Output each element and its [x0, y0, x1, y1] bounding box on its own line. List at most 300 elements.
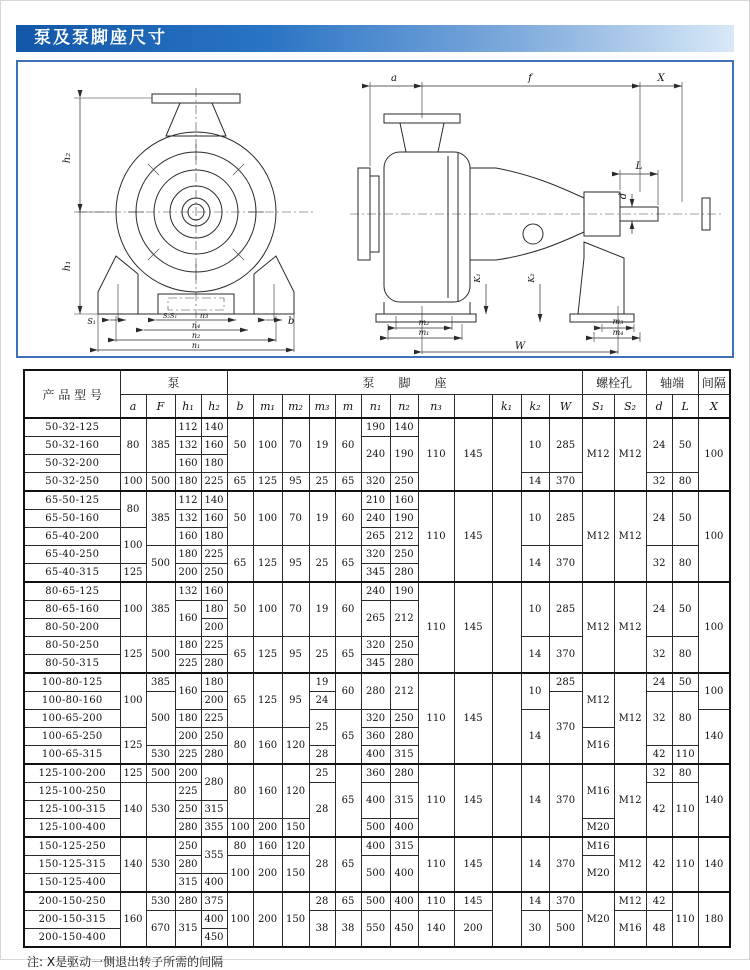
dim-cell: 100 — [698, 418, 730, 491]
dim-label-n3: n₃ — [199, 311, 209, 320]
dim-cell: M12 — [582, 582, 614, 673]
dim-cell: 80 — [672, 692, 698, 746]
dim-cell: 355 — [201, 819, 227, 838]
table-row — [24, 892, 730, 911]
dim-cell: 370 — [549, 637, 582, 674]
column-header: m₁ — [253, 395, 282, 419]
dim-cell — [492, 418, 521, 491]
dim-cell: 24 — [646, 418, 672, 473]
dim-cell: 42 — [646, 783, 672, 838]
dim-cell: 50 — [672, 582, 698, 637]
product-model-cell: 200-150-250 — [24, 892, 120, 911]
dim-cell: 530 — [146, 892, 175, 911]
dim-cell: 80 — [672, 546, 698, 583]
dim-cell: 80 — [672, 764, 698, 783]
dim-cell: 28 — [309, 783, 335, 838]
dim-cell: 65 — [227, 473, 253, 492]
dim-cell: 285 — [549, 491, 582, 546]
product-model-cell: 80-65-160 — [24, 601, 120, 619]
product-model-cell: 65-50-160 — [24, 510, 120, 528]
dim-label-d: d — [618, 192, 629, 200]
dim-cell: 360 — [361, 764, 390, 783]
dim-cell: 285 — [549, 673, 582, 692]
dim-cell: 400 — [390, 856, 418, 893]
dim-cell: 14 — [521, 637, 549, 674]
dim-label-n2: n₂ — [191, 331, 201, 340]
dim-label-x: X — [657, 73, 665, 84]
dim-cell: 125 — [253, 546, 282, 583]
dim-cell: 65 — [335, 546, 361, 583]
dim-label-m1: m₁ — [418, 328, 430, 337]
dim-cell: 500 — [549, 911, 582, 948]
dim-cell: 265 — [361, 528, 390, 546]
group-header: 螺栓孔 — [582, 370, 646, 395]
dim-cell: 500 — [146, 473, 175, 492]
dim-cell: 385 — [146, 582, 175, 637]
dimension-table — [23, 369, 731, 948]
dim-cell: 65 — [335, 473, 361, 492]
dim-cell: M12 — [582, 673, 614, 728]
product-model-cell: 200-150-315 — [24, 911, 120, 929]
dim-label-n4: n₄ — [191, 321, 201, 330]
dim-cell: 28 — [309, 837, 335, 892]
dim-cell: 100 — [120, 582, 146, 637]
pump-front-view-drawing — [62, 88, 314, 352]
dim-cell: 110 — [418, 892, 454, 911]
dim-cell: 125 — [120, 764, 146, 783]
dim-cell: 50 — [672, 491, 698, 546]
dim-cell: 38 — [335, 911, 361, 948]
dim-cell: 450 — [201, 929, 227, 948]
product-model-cell: 80-65-125 — [24, 582, 120, 601]
dim-label-b: b — [288, 316, 295, 327]
dim-cell: 112 — [175, 491, 201, 510]
dim-label-m4: m₄ — [612, 328, 624, 337]
dim-label-h1: h₁ — [62, 260, 73, 272]
dim-cell: 80 — [227, 728, 253, 765]
dim-cell: 100 — [120, 673, 146, 728]
dim-cell: 145 — [454, 418, 492, 491]
dim-cell: 180 — [201, 673, 227, 692]
dim-cell: 95 — [282, 637, 309, 674]
dim-cell: 65 — [227, 673, 253, 728]
dim-cell: 24 — [309, 692, 335, 710]
dim-cell: 250 — [390, 546, 418, 564]
dim-cell: 65 — [227, 637, 253, 674]
dim-cell: 10 — [521, 582, 549, 637]
dim-cell: 42 — [646, 837, 672, 892]
column-header: a — [120, 395, 146, 419]
column-header: m₂ — [282, 395, 309, 419]
dim-cell: 112 — [175, 418, 201, 437]
dim-cell: 450 — [390, 911, 418, 948]
dim-cell: 160 — [253, 837, 282, 856]
dim-cell: 50 — [227, 418, 253, 473]
dim-cell: 280 — [201, 764, 227, 801]
table-row — [24, 582, 730, 601]
dim-cell: 19 — [309, 673, 335, 692]
dim-cell: 80 — [227, 764, 253, 819]
dim-cell: 120 — [282, 728, 309, 765]
dim-cell: 80 — [120, 418, 146, 473]
dim-cell: 225 — [201, 710, 227, 728]
dim-label-m2: m₂ — [418, 318, 430, 327]
dim-cell: 280 — [175, 819, 201, 838]
dim-cell: 140 — [201, 491, 227, 510]
dim-cell: 10 — [521, 673, 549, 710]
dim-cell: M20 — [582, 819, 614, 838]
product-model-cell: 65-40-315 — [24, 564, 120, 583]
dim-cell: 200 — [253, 856, 282, 893]
group-header: 轴端 — [646, 370, 698, 395]
dim-cell: 14 — [521, 710, 549, 765]
dim-cell — [492, 892, 521, 947]
dim-cell: 70 — [282, 491, 309, 546]
dim-cell: M16 — [614, 911, 646, 948]
dim-cell: 280 — [175, 856, 201, 874]
column-header: n₁ — [361, 395, 390, 419]
dim-cell: 140 — [698, 837, 730, 892]
dim-cell: 212 — [390, 673, 418, 710]
dim-cell: 280 — [390, 564, 418, 583]
dim-cell: 28 — [309, 892, 335, 911]
dim-cell: 315 — [390, 783, 418, 819]
dim-cell: 285 — [549, 582, 582, 637]
dim-cell: 280 — [390, 728, 418, 746]
dim-cell: 140 — [201, 418, 227, 437]
dim-cell: 250 — [175, 837, 201, 856]
dim-cell: 500 — [146, 692, 175, 746]
dim-cell: M12 — [614, 418, 646, 491]
dim-cell: 19 — [309, 491, 335, 546]
dim-cell: 19 — [309, 418, 335, 473]
product-model-cell: 125-100-250 — [24, 783, 120, 801]
dim-cell: 24 — [646, 491, 672, 546]
dim-cell: 160 — [175, 673, 201, 710]
dim-cell — [492, 764, 521, 837]
dim-cell: 280 — [175, 892, 201, 911]
dim-cell: 530 — [146, 783, 175, 838]
dim-cell: 32 — [646, 764, 672, 783]
dim-cell: 225 — [175, 783, 201, 801]
dim-cell: 400 — [361, 783, 390, 819]
dim-cell: 60 — [335, 418, 361, 473]
column-header: h₁ — [175, 395, 201, 419]
dim-cell — [492, 491, 521, 582]
column-header: W — [549, 395, 582, 419]
dim-cell: 125 — [253, 473, 282, 492]
dim-cell: 110 — [418, 582, 454, 673]
dim-cell: 160 — [201, 510, 227, 528]
dim-cell: 375 — [201, 892, 227, 911]
dim-cell: M12 — [582, 418, 614, 491]
dim-cell: 200 — [201, 692, 227, 710]
dim-cell: 110 — [418, 491, 454, 582]
dim-cell: M12 — [614, 892, 646, 911]
dim-cell: 180 — [201, 601, 227, 619]
dim-cell: 14 — [521, 764, 549, 837]
dim-cell: 400 — [201, 911, 227, 929]
dim-cell: 32 — [646, 692, 672, 746]
dim-label-h2: h₂ — [62, 152, 73, 164]
dim-cell: 315 — [175, 874, 201, 893]
product-model-cell: 65-50-125 — [24, 491, 120, 510]
dim-cell: 370 — [549, 546, 582, 583]
dim-cell: 110 — [672, 783, 698, 838]
dim-cell: 145 — [454, 764, 492, 837]
dim-cell: 345 — [361, 655, 390, 674]
dim-cell: 132 — [175, 510, 201, 528]
dim-cell: 100 — [253, 582, 282, 637]
dim-cell: 212 — [390, 601, 418, 637]
dim-cell: 160 — [175, 528, 201, 546]
page-title-bar — [16, 25, 734, 52]
dim-cell: 25 — [309, 473, 335, 492]
dim-cell: 180 — [698, 892, 730, 947]
product-model-cell: 80-50-200 — [24, 619, 120, 637]
product-model-cell: 150-125-250 — [24, 837, 120, 856]
dim-cell: 14 — [521, 892, 549, 911]
dim-cell: 110 — [418, 764, 454, 837]
dim-cell: 80 — [120, 491, 146, 528]
dim-cell: 70 — [282, 582, 309, 637]
dim-label-a: a — [391, 73, 397, 84]
column-header: m — [335, 395, 361, 419]
dim-cell: 25 — [309, 546, 335, 583]
product-model-cell: 80-50-250 — [24, 637, 120, 655]
dim-cell: 250 — [175, 801, 201, 819]
dim-cell: 160 — [201, 437, 227, 455]
column-header: S₂ — [614, 395, 646, 419]
dim-cell: 95 — [282, 673, 309, 728]
product-model-cell: 50-32-250 — [24, 473, 120, 492]
dim-cell: 100 — [227, 819, 253, 838]
product-model-cell: 100-80-160 — [24, 692, 120, 710]
column-header: X — [698, 395, 730, 419]
dim-cell: 65 — [335, 637, 361, 674]
dim-cell: 280 — [201, 746, 227, 765]
dim-cell: 500 — [146, 637, 175, 674]
dim-cell: 400 — [361, 746, 390, 765]
dim-cell: 48 — [646, 911, 672, 948]
dim-cell: 370 — [549, 892, 582, 911]
dim-cell: 400 — [390, 892, 418, 911]
dim-cell: 265 — [361, 601, 390, 637]
dim-cell: 180 — [175, 473, 201, 492]
dim-cell: 125 — [253, 673, 282, 728]
dim-cell: 132 — [175, 437, 201, 455]
drawing-panel — [16, 60, 734, 358]
dim-cell: 200 — [175, 564, 201, 583]
dim-cell: 500 — [146, 546, 175, 583]
product-model-cell: 150-125-315 — [24, 856, 120, 874]
dim-cell: M12 — [614, 837, 646, 892]
dim-cell: 190 — [390, 510, 418, 528]
product-model-cell: 100-65-250 — [24, 728, 120, 746]
group-header: 间隔 — [698, 370, 730, 395]
dim-cell: 25 — [309, 637, 335, 674]
dim-cell: 355 — [201, 837, 227, 874]
dim-cell: 225 — [201, 546, 227, 564]
column-header — [454, 395, 492, 419]
dim-cell: 250 — [390, 473, 418, 492]
dim-cell: 670 — [146, 911, 175, 948]
dim-cell: 225 — [175, 655, 201, 674]
dim-cell: 25 — [309, 710, 335, 746]
dim-cell: 250 — [201, 564, 227, 583]
dim-cell: M20 — [582, 856, 614, 893]
dim-cell: M16 — [582, 728, 614, 765]
dim-label-m3: m₃ — [612, 317, 624, 326]
dim-cell: M12 — [582, 491, 614, 582]
product-model-cell: 50-32-125 — [24, 418, 120, 437]
product-model-cell: 65-40-250 — [24, 546, 120, 564]
column-header: L — [672, 395, 698, 419]
dim-cell: 25 — [309, 764, 335, 783]
dim-cell: 110 — [418, 418, 454, 491]
column-header: k₂ — [521, 395, 549, 419]
dim-cell: 280 — [390, 764, 418, 783]
dim-cell: 285 — [549, 418, 582, 473]
dim-label-k2: K₂ — [527, 273, 536, 283]
dim-cell: 140 — [120, 783, 146, 838]
dim-cell: 50 — [672, 418, 698, 473]
product-model-cell: 80-50-315 — [24, 655, 120, 674]
dim-cell: 24 — [646, 673, 672, 692]
dim-cell: 100 — [698, 582, 730, 673]
dim-cell: 160 — [175, 455, 201, 473]
dim-cell: 160 — [253, 728, 282, 765]
dim-cell: M16 — [582, 764, 614, 819]
dim-cell: 100 — [253, 418, 282, 473]
dim-cell: M12 — [614, 582, 646, 673]
dim-cell: 24 — [646, 582, 672, 637]
dim-cell: 60 — [335, 491, 361, 546]
dim-cell: 180 — [201, 455, 227, 473]
dim-cell: 225 — [201, 637, 227, 655]
dim-cell: 180 — [175, 546, 201, 564]
dim-cell: 60 — [335, 582, 361, 637]
dim-cell: 500 — [361, 819, 390, 838]
dim-cell: 530 — [146, 746, 175, 765]
dim-cell: 360 — [361, 728, 390, 746]
dim-cell: 14 — [521, 546, 549, 583]
dim-cell: 145 — [454, 673, 492, 764]
dim-cell: 240 — [361, 582, 390, 601]
dim-cell: 190 — [390, 582, 418, 601]
column-header: b — [227, 395, 253, 419]
table-row — [24, 837, 730, 856]
dim-cell: 95 — [282, 473, 309, 492]
dim-cell: 125 — [120, 564, 146, 583]
table-row — [24, 418, 730, 437]
dim-cell: 100 — [698, 491, 730, 582]
dim-label-l: L — [635, 161, 643, 172]
dim-cell: 150 — [282, 819, 309, 838]
dim-cell: 190 — [361, 418, 390, 437]
dim-cell: 160 — [253, 764, 282, 819]
dim-label-s2s1: S₂S₁ — [162, 312, 178, 320]
product-model-cell: 125-100-400 — [24, 819, 120, 838]
table-row — [24, 673, 730, 692]
dim-cell: 132 — [175, 582, 201, 601]
dim-cell: 150 — [282, 892, 309, 947]
product-model-cell: 100-80-125 — [24, 673, 120, 692]
dim-cell: 120 — [282, 837, 309, 856]
dim-cell: 315 — [390, 837, 418, 856]
column-header: k₁ — [492, 395, 521, 419]
dim-cell: 385 — [146, 418, 175, 473]
dim-cell: 100 — [698, 673, 730, 710]
column-header: m₃ — [309, 395, 335, 419]
dim-cell: 70 — [282, 418, 309, 473]
dim-cell: 42 — [646, 746, 672, 765]
dim-cell: 240 — [361, 510, 390, 528]
dim-cell: 320 — [361, 710, 390, 728]
dim-cell: 400 — [361, 837, 390, 856]
dim-cell: 14 — [521, 837, 549, 892]
dim-cell: 500 — [361, 856, 390, 893]
dim-cell: 65 — [227, 546, 253, 583]
dim-cell: 38 — [309, 911, 335, 948]
dim-cell: 100 — [227, 892, 253, 947]
dim-cell: 320 — [361, 637, 390, 655]
group-header: 泵 脚 座 — [227, 370, 582, 395]
product-model-cell: 100-65-315 — [24, 746, 120, 765]
dim-cell: 125 — [120, 728, 146, 765]
dim-cell: 212 — [390, 528, 418, 546]
dim-cell: 180 — [175, 637, 201, 655]
dim-cell: 120 — [282, 764, 309, 819]
dim-cell: 14 — [521, 473, 549, 492]
dim-cell: 50 — [227, 491, 253, 546]
dim-cell: 200 — [201, 619, 227, 637]
dim-cell: 140 — [418, 911, 454, 948]
page-title: 泵及泵脚座尺寸 — [34, 28, 167, 48]
dim-cell — [492, 582, 521, 673]
dim-cell: 95 — [282, 546, 309, 583]
dim-cell: 65 — [335, 837, 361, 892]
dim-cell: M12 — [614, 491, 646, 582]
dim-cell: 500 — [146, 764, 175, 783]
dim-label-s1: S₁ — [87, 317, 96, 326]
dim-cell: 530 — [146, 837, 175, 892]
dim-cell: 145 — [454, 491, 492, 582]
dim-cell: 50 — [227, 582, 253, 637]
dim-cell: M20 — [582, 892, 614, 947]
dim-cell: 250 — [390, 637, 418, 655]
dim-cell: 280 — [201, 655, 227, 674]
product-model-header: 产 品 型 号 — [24, 370, 120, 418]
dim-cell: 65 — [335, 764, 361, 837]
product-model-cell: 65-40-200 — [24, 528, 120, 546]
dim-cell: 32 — [646, 473, 672, 492]
dim-cell: 280 — [361, 673, 390, 710]
table-row — [24, 764, 730, 783]
dim-cell: 180 — [201, 528, 227, 546]
dim-label-f: f — [528, 73, 532, 84]
dim-cell: 210 — [361, 491, 390, 510]
dim-cell: 345 — [361, 564, 390, 583]
product-model-cell: 125-100-315 — [24, 801, 120, 819]
dim-cell: 80 — [227, 837, 253, 856]
dim-cell: 10 — [521, 418, 549, 473]
product-model-cell: 125-100-200 — [24, 764, 120, 783]
dim-cell: 125 — [120, 637, 146, 674]
dim-cell: 400 — [390, 819, 418, 838]
dim-cell: 32 — [646, 546, 672, 583]
dim-cell: 100 — [253, 491, 282, 546]
